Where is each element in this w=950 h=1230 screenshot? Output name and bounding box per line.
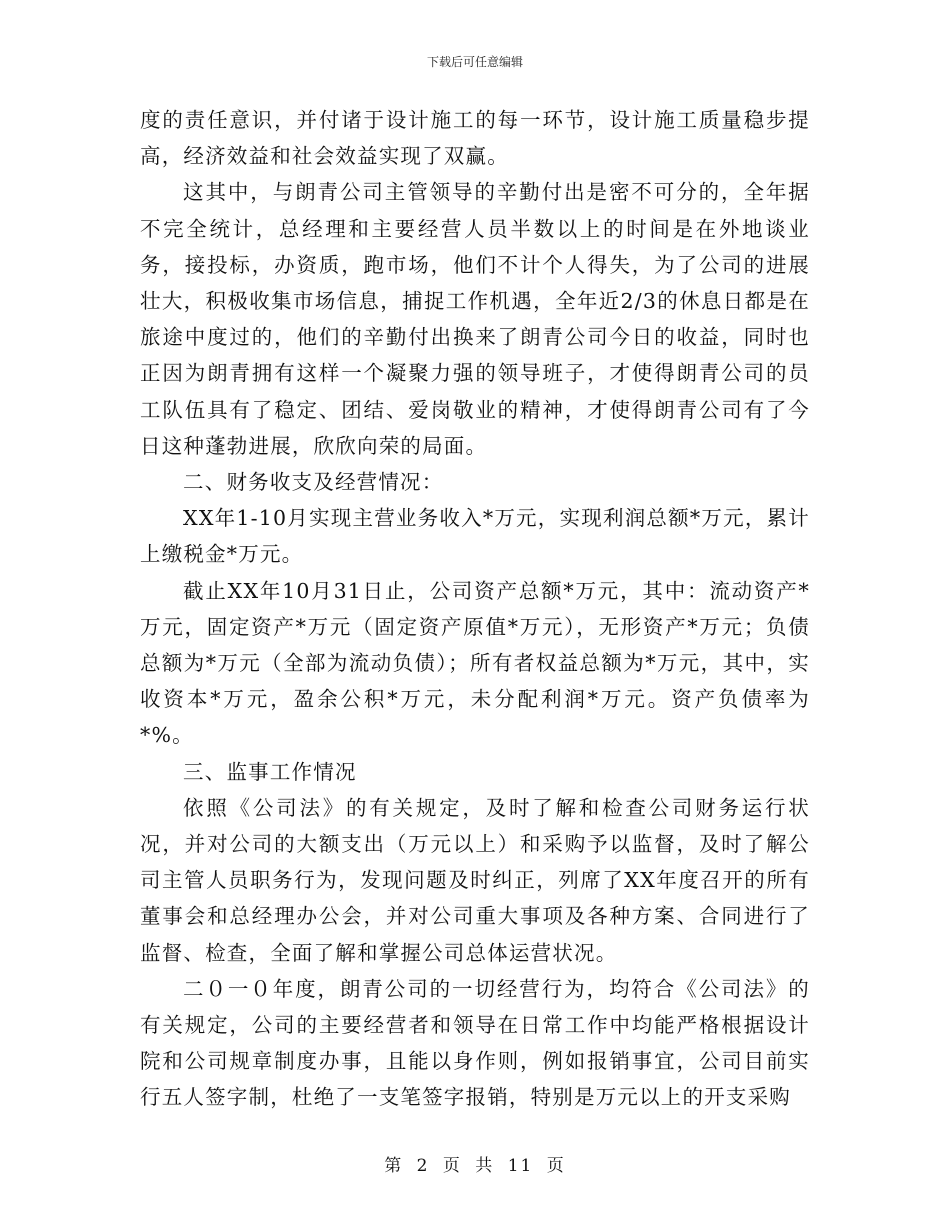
paragraph-1: 度的责任意识，并付诸于设计施工的每一环节，设计施工质量稳步提高，经济效益和社会效益实现了双赢。: [140, 108, 810, 169]
paragraph-2: 这其中，与朗青公司主管领导的辛勤付出是密不可分的，全年据不完全统计，总经理和主要经营人员半数以上的时间是在外地谈业务，接投标，办资质，跑市场，他们不计个人得失，为了公司的进展壮大，积极收集市场信息，捕捉工作机遇，全年近2/3的休息日都是在旅途中度过的，他们的辛勤付出换来了朗青公司今日的收益，同时也正因为朗青拥有这样一个凝聚力强的领导班子，才使得朗青公司的员工队伍具有了稳定、团结、爱岗敬业的精神，才使得朗青公司有了今日这种蓬勃进展，欣欣向荣的局面。: [140, 180, 810, 458]
document-body: [140, 102, 810, 1116]
paragraph-supervision: 依照《公司法》的有关规定，及时了解和检查公司财务运行状况，并对公司的大额支出（万元以上）和采购予以监督，及时了解公司主管人员职务行为，发现问题及时纠正，列席了XX年度召开的所有董事会和总经理办公会，并对公司重大事项及各种方案、合同进行了监督、检查，全面了解和掌握公司总体运营状况。: [140, 795, 810, 965]
section-heading-supervision: 三、监事工作情况: [183, 759, 357, 784]
page-header: 下载后可任意编辑: [426, 55, 523, 69]
paragraph-revenue: XX年1-10月实现主营业务收入*万元，实现利润总额*万元，累计上缴税金*万元。: [140, 506, 810, 567]
paragraph-compliance: 二０一０年度，朗青公司的一切经营行为，均符合《公司法》的有关规定，公司的主要经营者和领导在日常工作中均能严格根据设计院和公司规章制度办事，且能以身作则，例如报销事宜，公司目前实行五人签字制，杜绝了一支笔签字报销，特别是万元以上的开支采购: [140, 976, 810, 1110]
section-heading-finance: 二、财务收支及经营情况：: [183, 470, 444, 495]
paragraph-assets: 截止XX年10月31日止，公司资产总额*万元，其中：流动资产*万元，固定资产*万元（固定资产原值*万元），无形资产*万元；负债总额为*万元（全部为流动负债）；所有者权益总额为*万元，其中，实收资本*万元，盈余公积*万元，未分配利润*万元。资产负债率为*%。: [140, 578, 810, 748]
page-footer: 第 2 页 共 11 页: [384, 1156, 566, 1176]
